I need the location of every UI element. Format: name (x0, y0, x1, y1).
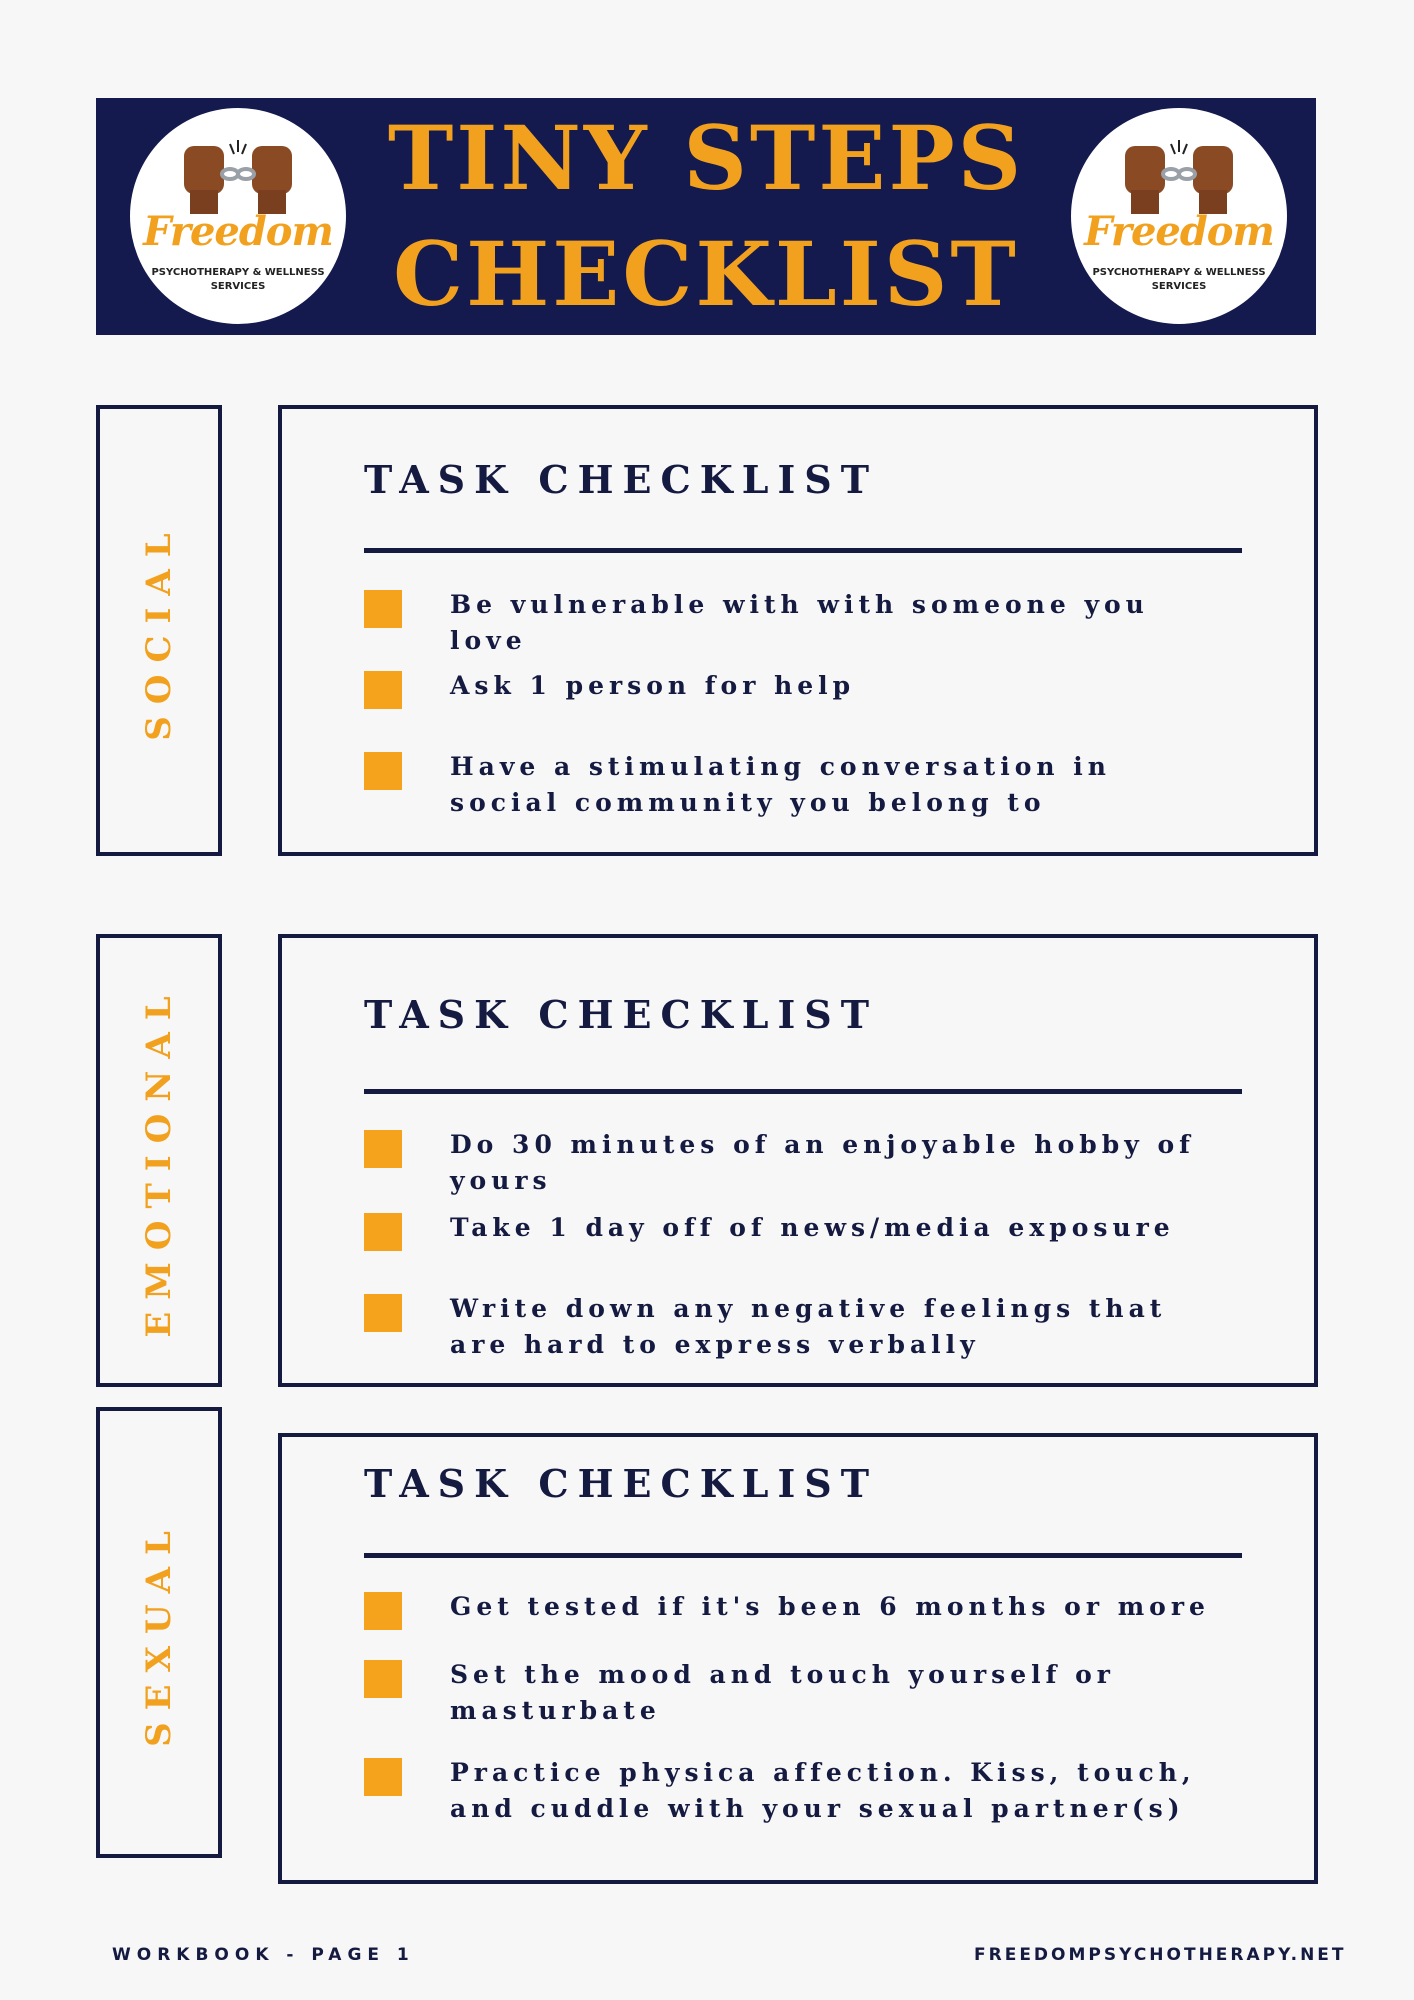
item-text: Ask 1 person for help (450, 671, 856, 700)
checkbox[interactable] (364, 1592, 402, 1630)
checkbox[interactable] (364, 1660, 402, 1698)
item-text: Have a stimulating conversation in social community you belong to (450, 752, 1111, 817)
logo-script-text: Freedom (1084, 208, 1274, 255)
item-text: Get tested if it's been 6 months or more (450, 1592, 1210, 1621)
card-title: TASK CHECKLIST (364, 457, 878, 502)
checkbox[interactable] (364, 752, 402, 790)
item-text: Practice physica affection. Kiss, touch, and cuddle with your sexual partner(s) (450, 1758, 1196, 1823)
checkbox[interactable] (364, 1213, 402, 1251)
card-divider (364, 1553, 1242, 1558)
checkbox[interactable] (364, 590, 402, 628)
raised-fists-broken-chains-icon (178, 134, 298, 214)
page-title-line2: CHECKLIST (393, 222, 1019, 326)
checkbox[interactable] (364, 1130, 402, 1168)
task-card-emotional (278, 934, 1318, 1387)
item-text: Set the mood and touch yourself or masturbate (450, 1660, 1115, 1725)
card-title: TASK CHECKLIST (364, 992, 878, 1037)
item-text: Do 30 minutes of an enjoyable hobby of yours (450, 1130, 1195, 1195)
item-text: Write down any negative feelings that are hard to express verbally (450, 1294, 1167, 1359)
card-title: TASK CHECKLIST (364, 1461, 878, 1506)
logo-right (1071, 108, 1287, 324)
footer-page-label: WORKBOOK - PAGE 1 (112, 1945, 415, 1965)
section-label-box-sexual (96, 1407, 222, 1858)
raised-fists-broken-chains-icon (1119, 134, 1239, 214)
section-label-social: SOCIAL (139, 520, 179, 741)
item-text: Take 1 day off of news/media exposure (450, 1213, 1175, 1242)
task-card-social (278, 405, 1318, 856)
task-card-sexual (278, 1433, 1318, 1884)
section-label-box-social (96, 405, 222, 856)
section-label-sexual: SEXUAL (139, 1518, 179, 1747)
page-title-line1: TINY STEPS (387, 106, 1025, 210)
item-text: Be vulnerable with with someone you love (450, 590, 1149, 655)
logo-script-text: Freedom (143, 208, 333, 255)
header-banner (96, 98, 1316, 335)
card-divider (364, 548, 1242, 553)
checkbox[interactable] (364, 1294, 402, 1332)
section-label-emotional: EMOTIONAL (139, 983, 179, 1338)
logo-subtitle: PSYCHOTHERAPY & WELLNESS SERVICES (1092, 267, 1266, 292)
card-divider (364, 1089, 1242, 1094)
checkbox[interactable] (364, 671, 402, 709)
checkbox[interactable] (364, 1758, 402, 1796)
logo-subtitle: PSYCHOTHERAPY & WELLNESS SERVICES (151, 267, 325, 292)
section-label-box-emotional (96, 934, 222, 1387)
footer-website: FREEDOMPSYCHOTHERAPY.NET (974, 1945, 1347, 1965)
logo-left (130, 108, 346, 324)
